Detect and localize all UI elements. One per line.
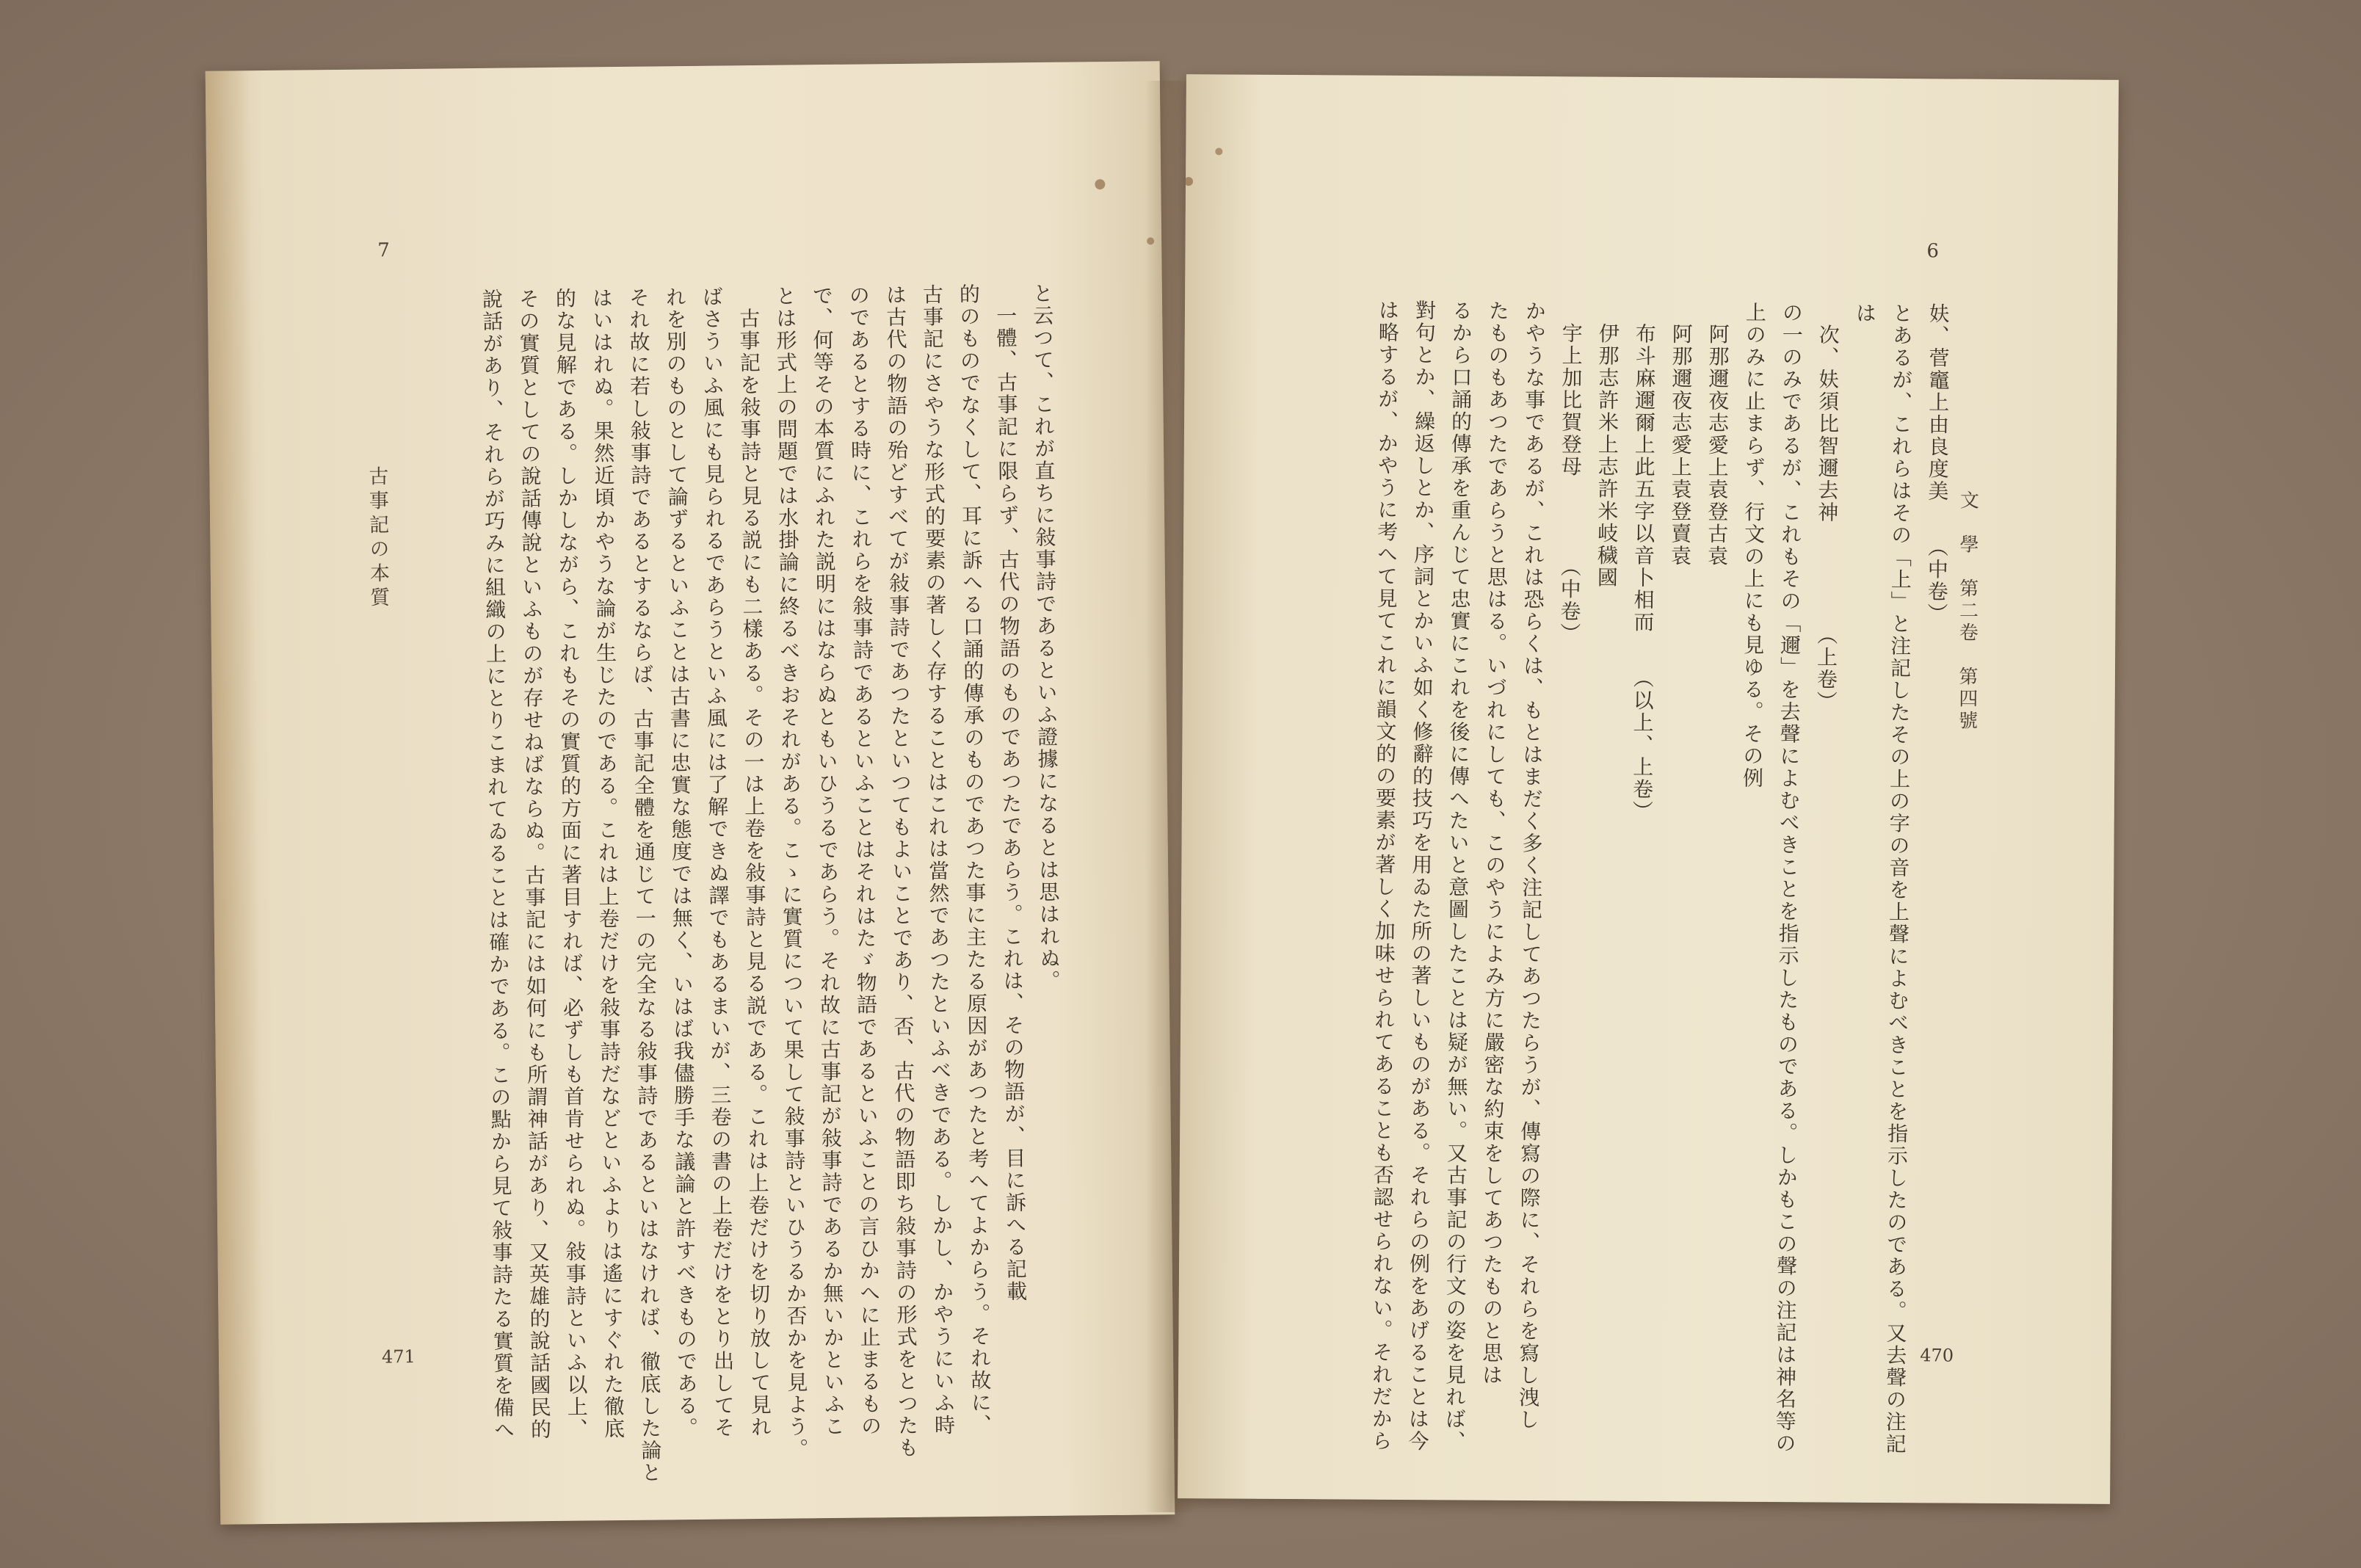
stain-spot — [1095, 179, 1105, 189]
stain-spot — [1215, 148, 1222, 155]
folio: 470 — [1920, 1345, 1954, 1366]
text-column: 阿那邇夜志愛上袁登賣袁 — [1667, 323, 1694, 567]
right-page — [1178, 74, 2119, 1504]
text-column: とあるが、これらはその「上」と注記したその上の字の音を上聲によむべきことを指示したのである。又去聲の注記 — [1882, 302, 1915, 1456]
text-column: 阿那邇夜志愛上袁登古袁 — [1704, 323, 1730, 567]
running-head: 文 學 第二卷 第四號 — [1955, 490, 1979, 733]
text-column: それ故に若し敍事詩であるとするならば、古事記全體を通じて一の完全なる敍事詩であるといはなければ、徹底した論と — [625, 286, 663, 1484]
page-marker: 7 — [377, 239, 390, 262]
text-column: 伊那志許米上志許米岐穢國 — [1594, 322, 1620, 589]
text-column: かやうな事であるが、これは恐らくは、もとはまだく多く注記してあつたらうが、傳寫の際に、それらを寫し洩し — [1515, 300, 1548, 1431]
text-column: れを別のものとして論ずるといふことは古書に忠實な態度では無く、いはば我儘勝手な議論と許すべきものである。 — [662, 286, 700, 1440]
text-column: 妋、菅竈上由良度美 （中卷） — [1924, 302, 1951, 625]
text-column: は略するが、かやうに考へて見てこれに韻文的の要素が著しく加味せられてあることも否認せられない。それだから — [1368, 299, 1401, 1453]
text-column: ばさういふ風にも見られるであらうといふ風には了解できぬ譯でもあるまいが、三卷の書の上卷だけをとり出してそ — [699, 286, 736, 1440]
text-column: るから口誦的傳承を重んじて忠實にこれを後に傳へたいと意圖したことは疑が無い。又古事記の行文の姿を見れば、 — [1442, 300, 1474, 1453]
text-column: 對句とか、繰返しとか、序詞とかいふ如く修辭的技巧を用ゐた所の著しいものがある。それらの例をあげることは今 — [1405, 300, 1437, 1453]
text-column: はいはれぬ。果然近頃かやうな論が生じたのである。これは上卷だけを敍事詩だなどといふよりは遙にすぐれた徹底 — [589, 287, 626, 1440]
text-column: は古代の物語の殆どすべてが敍事詩であつたといつてもよいことであり、否、古代の物語即ち敍事詩の形式をとつたも — [882, 283, 920, 1459]
running-head: 古事記の本質 — [365, 465, 390, 611]
text-column: 古事記にさやうな形式的要素の著しく存することはこれは當然であつたといふべきである。しかし、かやうにいふ時 — [919, 283, 957, 1437]
left-page — [206, 61, 1175, 1525]
text-column: 布斗麻邇爾上此五字以音卜相而 （以上、上卷） — [1629, 322, 1657, 823]
text-column: 一體、古事記に限らず、古代の物語のものであつたであらう。これは、その物語が、目に訴へる記載 — [993, 305, 1029, 1303]
text-column: 的な見解である。しかしながら、これもその實質的方面に著目すれば、必ずしも首肯せられぬ。敍事詩といふ以上、 — [552, 287, 590, 1441]
text-column: 的のものでなくして、耳に訴へる口誦的傳承のものであつた事に主たる原因があつたと考へてよからう。それ故に、 — [956, 283, 993, 1437]
text-column: と云つて、これが直ちに敍事詩であるといふ證據になるとは思はれぬ。 — [1029, 282, 1062, 992]
text-column: 古事記を敍事詩と見る説にも二樣ある。その一は上卷を敍事詩と見る説である。これは上卷だけを切り放して見れ — [736, 307, 773, 1439]
text-column: たものもあつたであらうと思はる。いづれにしても、このやうによみ方に嚴密な約束をしてあつたものと思は — [1479, 300, 1511, 1387]
text-column: のであるとする時に、これらを敍事詩であるといふことはそれはたゞ物語であるといふことの言ひかへに止まるもの — [846, 284, 883, 1438]
text-column: 說話があり、それらが巧みに組織の上にとりこまれてゐることは確かである。この點から見て敍事詩たる實質を備へ — [479, 288, 516, 1442]
text-column: 上のみに止まらず、行文の上にも見ゆる。その例 — [1740, 301, 1768, 790]
stain-spot — [1184, 177, 1193, 186]
text-column: で、何等その本質にふれた説明にはならぬともいひうるであらう。それ故に古事記が敍事詩であるか無いかといふこ — [809, 284, 846, 1438]
page-marker: 6 — [1926, 240, 1940, 263]
text-column: その實質としての說話傳說といふものが存せねばならぬ。古事記には如何にも所謂神話があり、又英雄的說話國民的 — [515, 288, 553, 1441]
text-column: の一のみであるが、これもその「邇」を去聲によむべきことを指示したものである。しかもこの聲の注記は神名等の — [1772, 302, 1805, 1455]
text-column: 宇上加比賀登母 （中卷） — [1557, 322, 1584, 645]
text-column: は — [1852, 302, 1878, 325]
text-column: とは形式上の問題では水掛論に終るべきおそれがある。こゝに實質について果して敍事詩といひうるか否かを見よう。 — [772, 285, 810, 1461]
text-column: 次、妋須比智邇去神 （上卷） — [1813, 324, 1840, 714]
folio: 471 — [381, 1346, 416, 1368]
